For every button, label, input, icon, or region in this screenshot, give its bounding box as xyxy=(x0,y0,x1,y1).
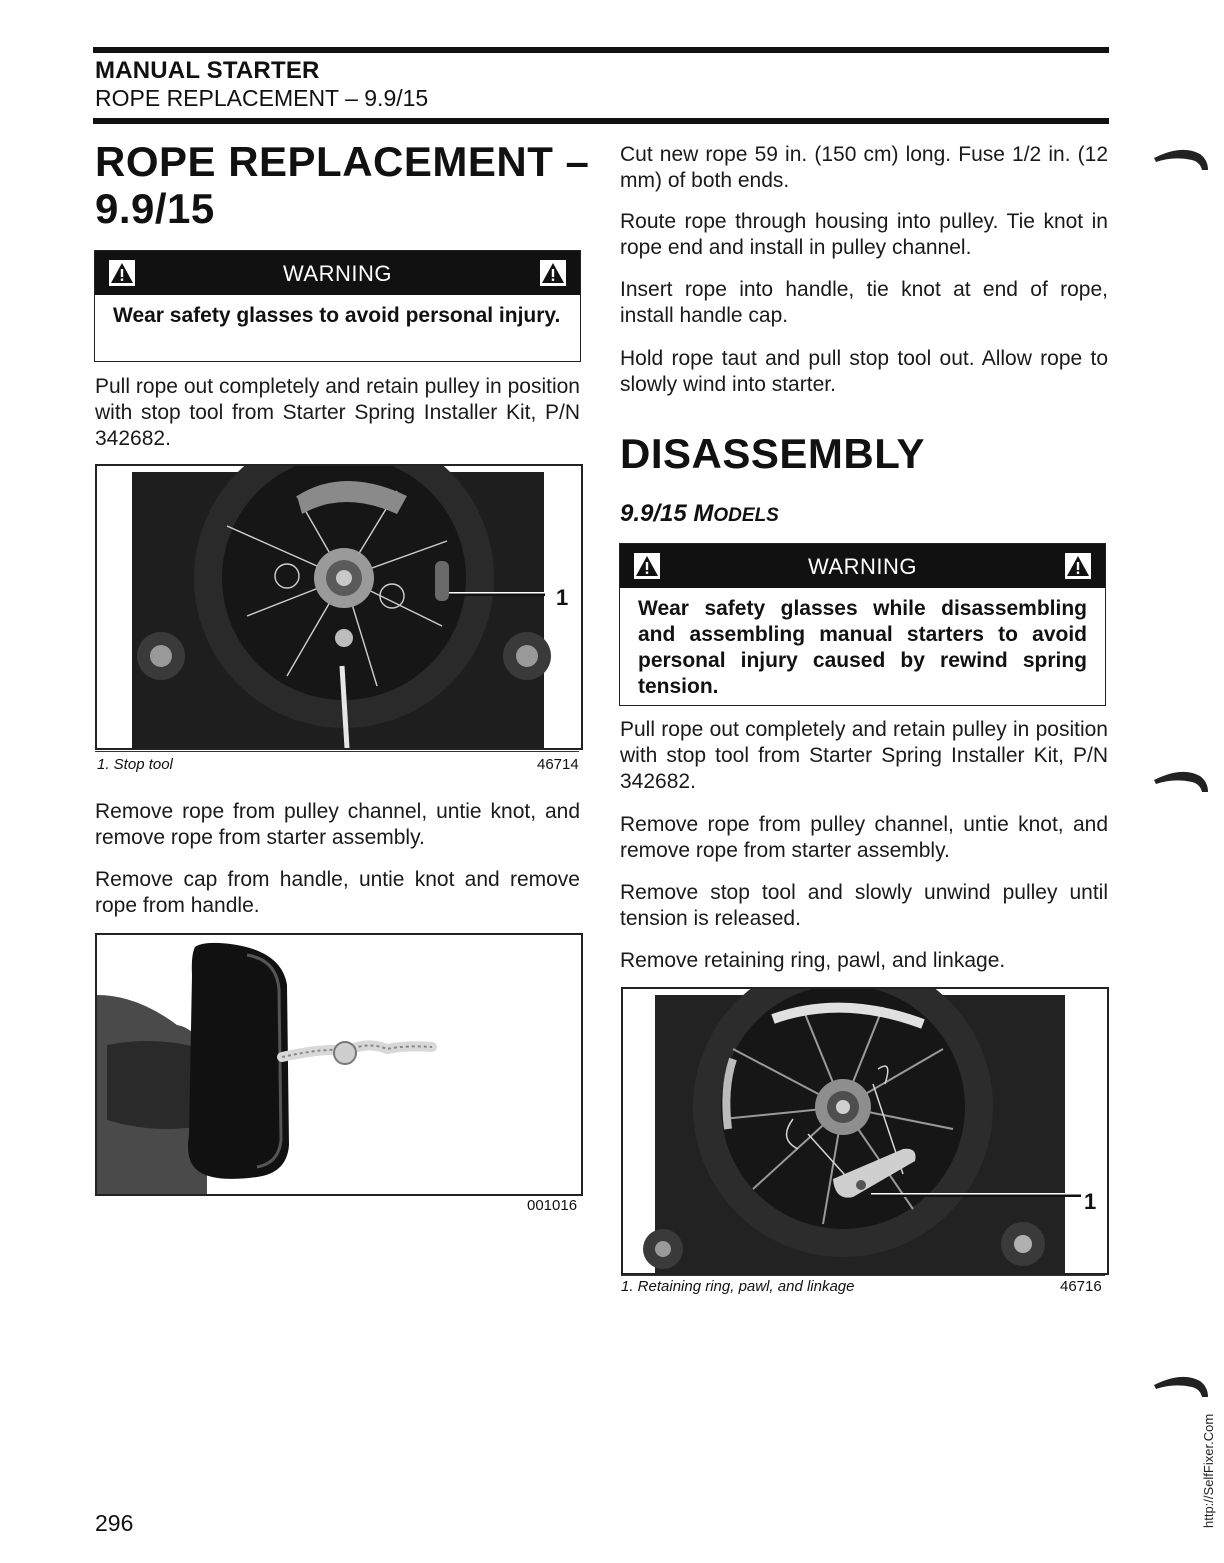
warning-header xyxy=(95,251,580,295)
figure-caption-rule xyxy=(621,1275,1105,1276)
header-rule-top xyxy=(93,47,1109,53)
paragraph: Pull rope out completely and retain pulley in position with stop tool from Starter Spring Installer Kit, P/N 342682. xyxy=(95,375,580,450)
starter-photo-linkage xyxy=(623,989,1107,1273)
figure-caption: 1. Retaining ring, pawl, and linkage xyxy=(621,1278,855,1295)
scan-mark-decoration xyxy=(1152,762,1212,792)
paragraph: Cut new rope 59 in. (150 cm) long. Fuse 1/2 in. (12 mm) of both ends. xyxy=(620,143,1108,192)
paragraph: Remove stop tool and slowly unwind pulley until tension is released. xyxy=(620,881,1108,930)
callout-1: 1 xyxy=(556,585,569,610)
warning-triangle-icon xyxy=(540,260,566,286)
starter-photo-stop-tool xyxy=(97,466,581,748)
warning-text: Wear safety glasses while disassembling and assembling manual starters to avoid personal injury caused by rewind spring tension. xyxy=(638,597,1087,698)
warning-text: Wear safety glasses to avoid personal injury. xyxy=(113,304,561,327)
figure-number: 001016 xyxy=(527,1197,578,1214)
warning-label: WARNING xyxy=(807,554,917,579)
running-header-section: MANUAL STARTER xyxy=(95,57,320,84)
paragraph: Remove retaining ring, pawl, and linkage. xyxy=(620,949,1006,972)
paragraph: Route rope through housing into pulley. Tie knot in rope end and install in pulley channel. xyxy=(620,210,1108,259)
page-title-line2: 9.9/15 xyxy=(95,185,215,232)
warning-box-left xyxy=(94,250,581,362)
page-title-line1: ROPE REPLACEMENT – xyxy=(95,138,590,185)
warning-triangle-icon xyxy=(1065,553,1091,579)
running-header-subsection: ROPE REPLACEMENT – 9.9/15 xyxy=(95,85,429,111)
header-rule-bottom xyxy=(93,118,1109,124)
paragraph: Pull rope out completely and retain pulley in position with stop tool from Starter Spring Installer Kit, P/N 342682. xyxy=(620,718,1108,793)
figure-retaining-ring xyxy=(621,987,1109,1275)
warning-header xyxy=(620,544,1105,588)
subsection-title-prefix: 9.9/15 M xyxy=(620,500,714,527)
side-url-watermark xyxy=(1193,1390,1223,1530)
figure-caption: 1. Stop tool xyxy=(97,756,173,773)
warning-box-right xyxy=(619,543,1106,706)
paragraph: Remove rope from pulley channel, untie knot, and remove rope from starter assembly. xyxy=(95,800,580,849)
warning-label: WARNING xyxy=(282,261,392,286)
paragraph: Hold rope taut and pull stop tool out. Allow rope to slowly wind into starter. xyxy=(620,347,1108,396)
subsection-title xyxy=(620,500,779,528)
side-url-text: http://SelfFixer.Com xyxy=(1201,1413,1216,1528)
section-title-disassembly: DISASSEMBLY xyxy=(620,430,926,477)
figure-number: 46714 xyxy=(537,756,579,773)
figure-number: 46716 xyxy=(1060,1278,1102,1295)
page-number: 296 xyxy=(95,1510,134,1536)
figure-stop-tool xyxy=(95,464,583,750)
callout-1: 1 xyxy=(1084,1189,1097,1214)
handle-photo xyxy=(97,935,581,1194)
paragraph: Remove cap from handle, untie knot and remove rope from handle. xyxy=(95,868,580,917)
subsection-title-smallcaps: ODELS xyxy=(713,505,779,526)
paragraph: Remove rope from pulley channel, untie knot, and remove rope from starter assembly. xyxy=(620,813,1108,862)
figure-caption-rule xyxy=(95,751,579,752)
figure-handle xyxy=(95,933,583,1196)
scan-mark-decoration xyxy=(1152,140,1212,170)
paragraph: Insert rope into handle, tie knot at end of rope, install handle cap. xyxy=(620,278,1108,327)
